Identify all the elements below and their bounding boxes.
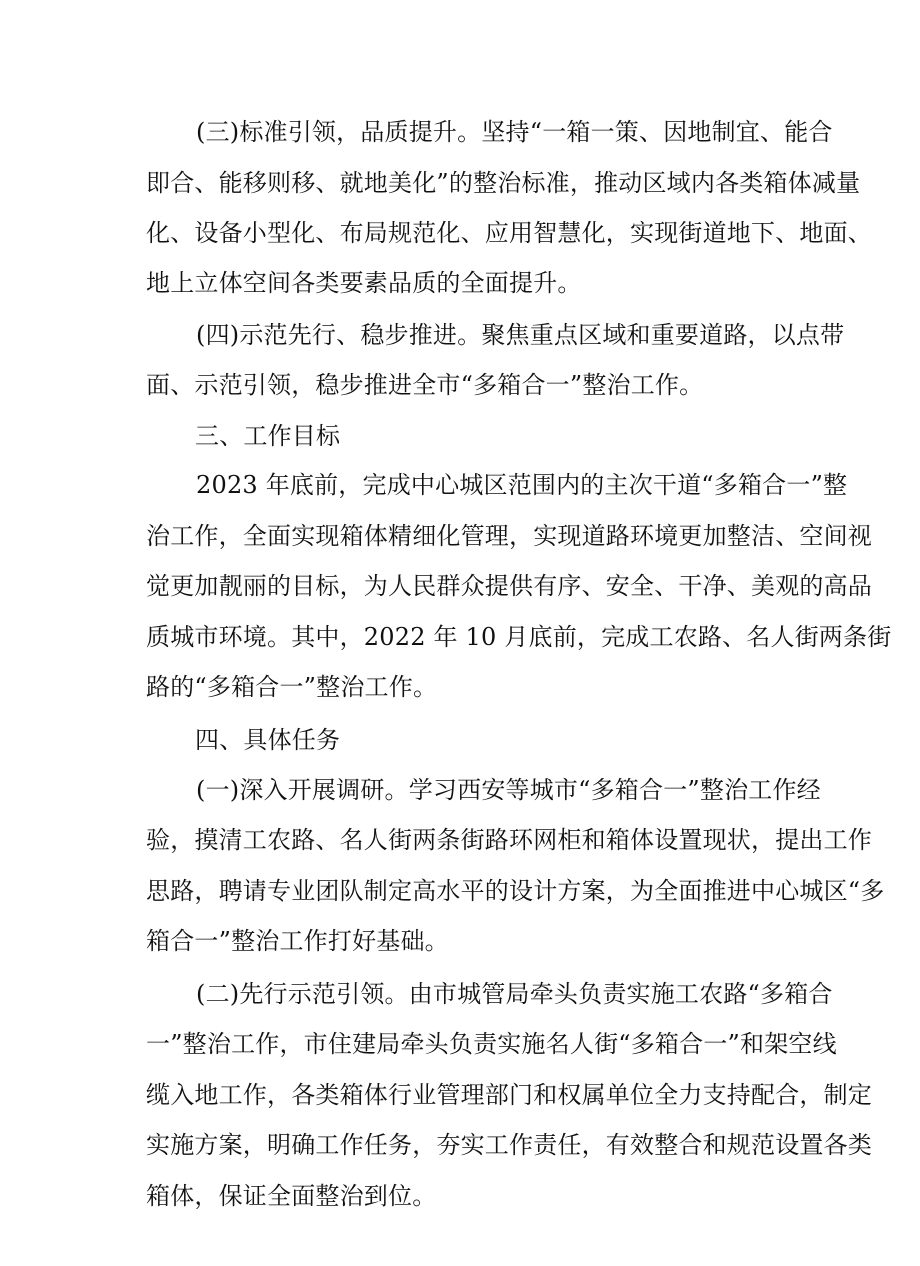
paragraph-line: (三)标准引领，品质提升。坚持“一箱一策、因地制宜、能合 xyxy=(196,118,833,146)
paragraph-line: 实施方案，明确工作任务，夯实工作责任，有效整合和规范设置各类 xyxy=(146,1131,872,1159)
paragraph-line: 治工作，全面实现箱体精细化管理，实现道路环境更加整洁、空间视 xyxy=(146,522,872,550)
paragraph-line: 一”整治工作，市住建局牵头负责实施名人街“多箱合一”和架空线 xyxy=(146,1030,837,1058)
section-heading: 三、工作目标 xyxy=(195,422,341,450)
paragraph-line: 质城市环境。其中，2022 年 10 月底前，完成工农路、名人街两条街 xyxy=(146,623,892,651)
paragraph-line: (四)示范先行、稳步推进。聚焦重点区域和重要道路，以点带 xyxy=(196,321,845,349)
paragraph-line: 箱体，保证全面整治到位。 xyxy=(146,1182,437,1210)
paragraph-line: 路的“多箱合一”整治工作。 xyxy=(146,673,438,701)
paragraph-line: 即合、能移则移、就地美化”的整治标准，推动区域内各类箱体减量 xyxy=(146,169,861,197)
paragraph-line: 箱合一”整治工作打好基础。 xyxy=(146,927,449,955)
paragraph-line: 觉更加靓丽的目标，为人民群众提供有序、安全、干净、美观的高品 xyxy=(146,572,872,600)
paragraph-line: 缆入地工作，各类箱体行业管理部门和权属单位全力支持配合，制定 xyxy=(146,1081,872,1109)
paragraph-line: (二)先行示范引领。由市城管局牵头负责实施工农路“多箱合 xyxy=(196,980,833,1008)
paragraph-line: 面、示范引领，稳步推进全市“多箱合一”整治工作。 xyxy=(146,371,704,399)
paragraph-line: (一)深入开展调研。学习西安等城市“多箱合一”整治工作经 xyxy=(196,776,821,804)
paragraph-line: 化、设备小型化、布局规范化、应用智慧化，实现街道地下、地面、 xyxy=(146,219,872,247)
paragraph-line: 思路，聘请专业团队制定高水平的设计方案，为全面推进中心城区“多 xyxy=(146,877,885,905)
paragraph-line: 2023 年底前，完成中心城区范围内的主次干道“多箱合一”整 xyxy=(196,471,848,499)
paragraph-line: 验，摸清工农路、名人街两条街路环网柜和箱体设置现状，提出工作 xyxy=(146,826,872,854)
paragraph-line: 地上立体空间各类要素品质的全面提升。 xyxy=(146,269,582,297)
section-heading: 四、具体任务 xyxy=(195,726,341,754)
